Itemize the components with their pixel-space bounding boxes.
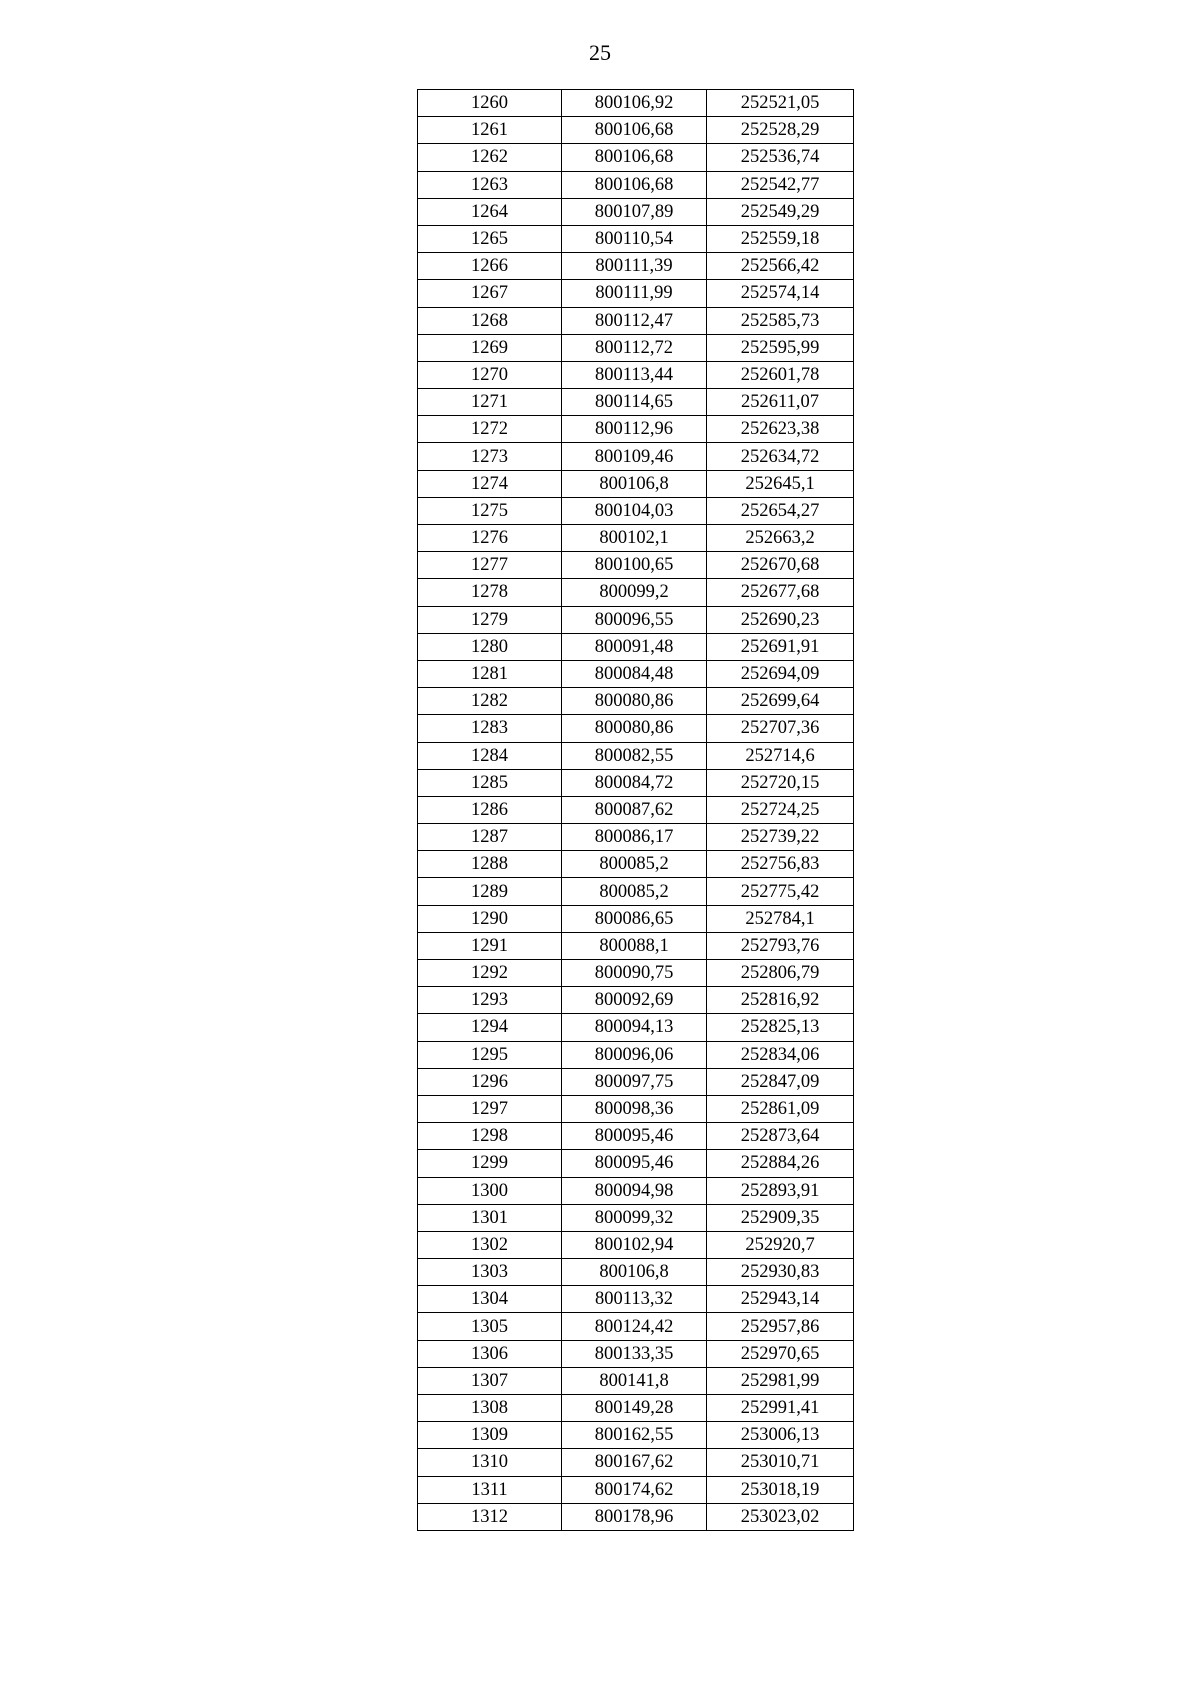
x-coordinate-cell: 800099,2 bbox=[562, 579, 707, 606]
y-coordinate-cell: 252714,6 bbox=[707, 742, 854, 769]
point-number-cell: 1280 bbox=[418, 633, 562, 660]
x-coordinate-cell: 800133,35 bbox=[562, 1340, 707, 1367]
point-number-cell: 1307 bbox=[418, 1367, 562, 1394]
x-coordinate-cell: 800094,98 bbox=[562, 1177, 707, 1204]
y-coordinate-cell: 252816,92 bbox=[707, 987, 854, 1014]
table-row bbox=[418, 171, 854, 198]
table-row bbox=[418, 1449, 854, 1476]
point-number-cell: 1285 bbox=[418, 769, 562, 796]
x-coordinate-cell: 800162,55 bbox=[562, 1422, 707, 1449]
y-coordinate-cell: 252601,78 bbox=[707, 361, 854, 388]
y-coordinate-cell: 252847,09 bbox=[707, 1068, 854, 1095]
coordinates-table bbox=[417, 89, 854, 1531]
y-coordinate-cell: 252720,15 bbox=[707, 769, 854, 796]
point-number-cell: 1264 bbox=[418, 198, 562, 225]
page-number: 25 bbox=[589, 40, 611, 65]
x-coordinate-cell: 800095,46 bbox=[562, 1150, 707, 1177]
y-coordinate-cell: 252930,83 bbox=[707, 1259, 854, 1286]
x-coordinate-cell: 800149,28 bbox=[562, 1395, 707, 1422]
point-number-cell: 1287 bbox=[418, 824, 562, 851]
point-number-cell: 1308 bbox=[418, 1395, 562, 1422]
table-row bbox=[418, 796, 854, 823]
x-coordinate-cell: 800112,96 bbox=[562, 416, 707, 443]
x-coordinate-cell: 800106,8 bbox=[562, 470, 707, 497]
point-number-cell: 1311 bbox=[418, 1476, 562, 1503]
x-coordinate-cell: 800106,8 bbox=[562, 1259, 707, 1286]
y-coordinate-cell: 252775,42 bbox=[707, 878, 854, 905]
table-row bbox=[418, 361, 854, 388]
y-coordinate-cell: 252611,07 bbox=[707, 389, 854, 416]
x-coordinate-cell: 800088,1 bbox=[562, 932, 707, 959]
point-number-cell: 1301 bbox=[418, 1204, 562, 1231]
table-row bbox=[418, 851, 854, 878]
table-row bbox=[418, 742, 854, 769]
x-coordinate-cell: 800085,2 bbox=[562, 878, 707, 905]
y-coordinate-cell: 252670,68 bbox=[707, 552, 854, 579]
x-coordinate-cell: 800109,46 bbox=[562, 443, 707, 470]
table-row bbox=[418, 1123, 854, 1150]
x-coordinate-cell: 800178,96 bbox=[562, 1503, 707, 1530]
point-number-cell: 1304 bbox=[418, 1286, 562, 1313]
point-number-cell: 1276 bbox=[418, 525, 562, 552]
table-row bbox=[418, 198, 854, 225]
y-coordinate-cell: 252909,35 bbox=[707, 1204, 854, 1231]
x-coordinate-cell: 800111,39 bbox=[562, 253, 707, 280]
x-coordinate-cell: 800084,72 bbox=[562, 769, 707, 796]
y-coordinate-cell: 252920,7 bbox=[707, 1231, 854, 1258]
point-number-cell: 1263 bbox=[418, 171, 562, 198]
table-row bbox=[418, 1313, 854, 1340]
x-coordinate-cell: 800099,32 bbox=[562, 1204, 707, 1231]
point-number-cell: 1262 bbox=[418, 144, 562, 171]
point-number-cell: 1260 bbox=[418, 90, 562, 117]
point-number-cell: 1294 bbox=[418, 1014, 562, 1041]
table-row bbox=[418, 552, 854, 579]
point-number-cell: 1309 bbox=[418, 1422, 562, 1449]
point-number-cell: 1297 bbox=[418, 1095, 562, 1122]
table-row bbox=[418, 660, 854, 687]
table-row bbox=[418, 1095, 854, 1122]
table-row bbox=[418, 824, 854, 851]
x-coordinate-cell: 800111,99 bbox=[562, 280, 707, 307]
point-number-cell: 1293 bbox=[418, 987, 562, 1014]
y-coordinate-cell: 252724,25 bbox=[707, 796, 854, 823]
x-coordinate-cell: 800114,65 bbox=[562, 389, 707, 416]
y-coordinate-cell: 252694,09 bbox=[707, 660, 854, 687]
y-coordinate-cell: 252873,64 bbox=[707, 1123, 854, 1150]
table-row bbox=[418, 253, 854, 280]
x-coordinate-cell: 800174,62 bbox=[562, 1476, 707, 1503]
y-coordinate-cell: 252549,29 bbox=[707, 198, 854, 225]
point-number-cell: 1300 bbox=[418, 1177, 562, 1204]
y-coordinate-cell: 252981,99 bbox=[707, 1367, 854, 1394]
point-number-cell: 1298 bbox=[418, 1123, 562, 1150]
point-number-cell: 1266 bbox=[418, 253, 562, 280]
x-coordinate-cell: 800102,94 bbox=[562, 1231, 707, 1258]
table-row bbox=[418, 144, 854, 171]
point-number-cell: 1303 bbox=[418, 1259, 562, 1286]
point-number-cell: 1310 bbox=[418, 1449, 562, 1476]
y-coordinate-cell: 252585,73 bbox=[707, 307, 854, 334]
table-row bbox=[418, 443, 854, 470]
x-coordinate-cell: 800084,48 bbox=[562, 660, 707, 687]
table-row bbox=[418, 878, 854, 905]
x-coordinate-cell: 800080,86 bbox=[562, 715, 707, 742]
point-number-cell: 1312 bbox=[418, 1503, 562, 1530]
y-coordinate-cell: 252677,68 bbox=[707, 579, 854, 606]
x-coordinate-cell: 800086,65 bbox=[562, 905, 707, 932]
point-number-cell: 1265 bbox=[418, 225, 562, 252]
point-number-cell: 1286 bbox=[418, 796, 562, 823]
y-coordinate-cell: 252825,13 bbox=[707, 1014, 854, 1041]
point-number-cell: 1292 bbox=[418, 960, 562, 987]
table-row bbox=[418, 960, 854, 987]
point-number-cell: 1274 bbox=[418, 470, 562, 497]
x-coordinate-cell: 800107,89 bbox=[562, 198, 707, 225]
x-coordinate-cell: 800092,69 bbox=[562, 987, 707, 1014]
point-number-cell: 1273 bbox=[418, 443, 562, 470]
x-coordinate-cell: 800087,62 bbox=[562, 796, 707, 823]
y-coordinate-cell: 253018,19 bbox=[707, 1476, 854, 1503]
y-coordinate-cell: 252574,14 bbox=[707, 280, 854, 307]
y-coordinate-cell: 252663,2 bbox=[707, 525, 854, 552]
table-row bbox=[418, 225, 854, 252]
x-coordinate-cell: 800112,72 bbox=[562, 334, 707, 361]
point-number-cell: 1269 bbox=[418, 334, 562, 361]
table-row bbox=[418, 1367, 854, 1394]
x-coordinate-cell: 800112,47 bbox=[562, 307, 707, 334]
x-coordinate-cell: 800082,55 bbox=[562, 742, 707, 769]
y-coordinate-cell: 252634,72 bbox=[707, 443, 854, 470]
point-number-cell: 1288 bbox=[418, 851, 562, 878]
point-number-cell: 1275 bbox=[418, 497, 562, 524]
x-coordinate-cell: 800113,32 bbox=[562, 1286, 707, 1313]
table-row bbox=[418, 932, 854, 959]
table-row bbox=[418, 117, 854, 144]
y-coordinate-cell: 252699,64 bbox=[707, 688, 854, 715]
table-row bbox=[418, 280, 854, 307]
point-number-cell: 1277 bbox=[418, 552, 562, 579]
point-number-cell: 1290 bbox=[418, 905, 562, 932]
x-coordinate-cell: 800095,46 bbox=[562, 1123, 707, 1150]
point-number-cell: 1268 bbox=[418, 307, 562, 334]
point-number-cell: 1291 bbox=[418, 932, 562, 959]
table-row bbox=[418, 579, 854, 606]
x-coordinate-cell: 800091,48 bbox=[562, 633, 707, 660]
x-coordinate-cell: 800110,54 bbox=[562, 225, 707, 252]
y-coordinate-cell: 252784,1 bbox=[707, 905, 854, 932]
table-row bbox=[418, 715, 854, 742]
y-coordinate-cell: 252970,65 bbox=[707, 1340, 854, 1367]
y-coordinate-cell: 252707,36 bbox=[707, 715, 854, 742]
table-row bbox=[418, 1476, 854, 1503]
table-row bbox=[418, 416, 854, 443]
y-coordinate-cell: 252654,27 bbox=[707, 497, 854, 524]
table-row bbox=[418, 633, 854, 660]
x-coordinate-cell: 800141,8 bbox=[562, 1367, 707, 1394]
point-number-cell: 1267 bbox=[418, 280, 562, 307]
table-row bbox=[418, 688, 854, 715]
y-coordinate-cell: 252739,22 bbox=[707, 824, 854, 851]
point-number-cell: 1278 bbox=[418, 579, 562, 606]
point-number-cell: 1305 bbox=[418, 1313, 562, 1340]
point-number-cell: 1306 bbox=[418, 1340, 562, 1367]
point-number-cell: 1261 bbox=[418, 117, 562, 144]
x-coordinate-cell: 800124,42 bbox=[562, 1313, 707, 1340]
y-coordinate-cell: 252595,99 bbox=[707, 334, 854, 361]
point-number-cell: 1296 bbox=[418, 1068, 562, 1095]
point-number-cell: 1283 bbox=[418, 715, 562, 742]
y-coordinate-cell: 252793,76 bbox=[707, 932, 854, 959]
x-coordinate-cell: 800090,75 bbox=[562, 960, 707, 987]
x-coordinate-cell: 800106,68 bbox=[562, 171, 707, 198]
y-coordinate-cell: 252645,1 bbox=[707, 470, 854, 497]
y-coordinate-cell: 252566,42 bbox=[707, 253, 854, 280]
y-coordinate-cell: 252893,91 bbox=[707, 1177, 854, 1204]
y-coordinate-cell: 253006,13 bbox=[707, 1422, 854, 1449]
table-row bbox=[418, 1041, 854, 1068]
x-coordinate-cell: 800085,2 bbox=[562, 851, 707, 878]
point-number-cell: 1284 bbox=[418, 742, 562, 769]
table-row bbox=[418, 1340, 854, 1367]
y-coordinate-cell: 253010,71 bbox=[707, 1449, 854, 1476]
table-row bbox=[418, 1177, 854, 1204]
y-coordinate-cell: 252991,41 bbox=[707, 1395, 854, 1422]
x-coordinate-cell: 800106,92 bbox=[562, 90, 707, 117]
table-row bbox=[418, 1286, 854, 1313]
point-number-cell: 1295 bbox=[418, 1041, 562, 1068]
y-coordinate-cell: 252690,23 bbox=[707, 606, 854, 633]
x-coordinate-cell: 800102,1 bbox=[562, 525, 707, 552]
table-row bbox=[418, 1503, 854, 1530]
x-coordinate-cell: 800080,86 bbox=[562, 688, 707, 715]
y-coordinate-cell: 252536,74 bbox=[707, 144, 854, 171]
y-coordinate-cell: 252623,38 bbox=[707, 416, 854, 443]
point-number-cell: 1279 bbox=[418, 606, 562, 633]
table-row bbox=[418, 987, 854, 1014]
y-coordinate-cell: 252521,05 bbox=[707, 90, 854, 117]
y-coordinate-cell: 252943,14 bbox=[707, 1286, 854, 1313]
x-coordinate-cell: 800106,68 bbox=[562, 117, 707, 144]
x-coordinate-cell: 800106,68 bbox=[562, 144, 707, 171]
table-row bbox=[418, 905, 854, 932]
y-coordinate-cell: 252542,77 bbox=[707, 171, 854, 198]
y-coordinate-cell: 252957,86 bbox=[707, 1313, 854, 1340]
table-row bbox=[418, 334, 854, 361]
y-coordinate-cell: 252756,83 bbox=[707, 851, 854, 878]
table-row bbox=[418, 1150, 854, 1177]
point-number-cell: 1282 bbox=[418, 688, 562, 715]
x-coordinate-cell: 800096,06 bbox=[562, 1041, 707, 1068]
y-coordinate-cell: 252691,91 bbox=[707, 633, 854, 660]
table-row bbox=[418, 307, 854, 334]
x-coordinate-cell: 800094,13 bbox=[562, 1014, 707, 1041]
point-number-cell: 1271 bbox=[418, 389, 562, 416]
x-coordinate-cell: 800098,36 bbox=[562, 1095, 707, 1122]
point-number-cell: 1270 bbox=[418, 361, 562, 388]
table-row bbox=[418, 1231, 854, 1258]
table-row bbox=[418, 1204, 854, 1231]
point-number-cell: 1299 bbox=[418, 1150, 562, 1177]
point-number-cell: 1289 bbox=[418, 878, 562, 905]
point-number-cell: 1302 bbox=[418, 1231, 562, 1258]
table-row bbox=[418, 1068, 854, 1095]
x-coordinate-cell: 800097,75 bbox=[562, 1068, 707, 1095]
table-row bbox=[418, 1395, 854, 1422]
table-row bbox=[418, 1422, 854, 1449]
y-coordinate-cell: 253023,02 bbox=[707, 1503, 854, 1530]
x-coordinate-cell: 800096,55 bbox=[562, 606, 707, 633]
y-coordinate-cell: 252884,26 bbox=[707, 1150, 854, 1177]
y-coordinate-cell: 252861,09 bbox=[707, 1095, 854, 1122]
table-row bbox=[418, 470, 854, 497]
y-coordinate-cell: 252559,18 bbox=[707, 225, 854, 252]
table-row bbox=[418, 1014, 854, 1041]
table-row bbox=[418, 90, 854, 117]
x-coordinate-cell: 800113,44 bbox=[562, 361, 707, 388]
table-row bbox=[418, 1259, 854, 1286]
x-coordinate-cell: 800086,17 bbox=[562, 824, 707, 851]
table-row bbox=[418, 497, 854, 524]
table-row bbox=[418, 769, 854, 796]
y-coordinate-cell: 252834,06 bbox=[707, 1041, 854, 1068]
x-coordinate-cell: 800104,03 bbox=[562, 497, 707, 524]
point-number-cell: 1272 bbox=[418, 416, 562, 443]
point-number-cell: 1281 bbox=[418, 660, 562, 687]
coordinates-table-body bbox=[418, 90, 854, 1531]
table-row bbox=[418, 389, 854, 416]
x-coordinate-cell: 800100,65 bbox=[562, 552, 707, 579]
y-coordinate-cell: 252806,79 bbox=[707, 960, 854, 987]
y-coordinate-cell: 252528,29 bbox=[707, 117, 854, 144]
x-coordinate-cell: 800167,62 bbox=[562, 1449, 707, 1476]
table-row bbox=[418, 606, 854, 633]
table-row bbox=[418, 525, 854, 552]
